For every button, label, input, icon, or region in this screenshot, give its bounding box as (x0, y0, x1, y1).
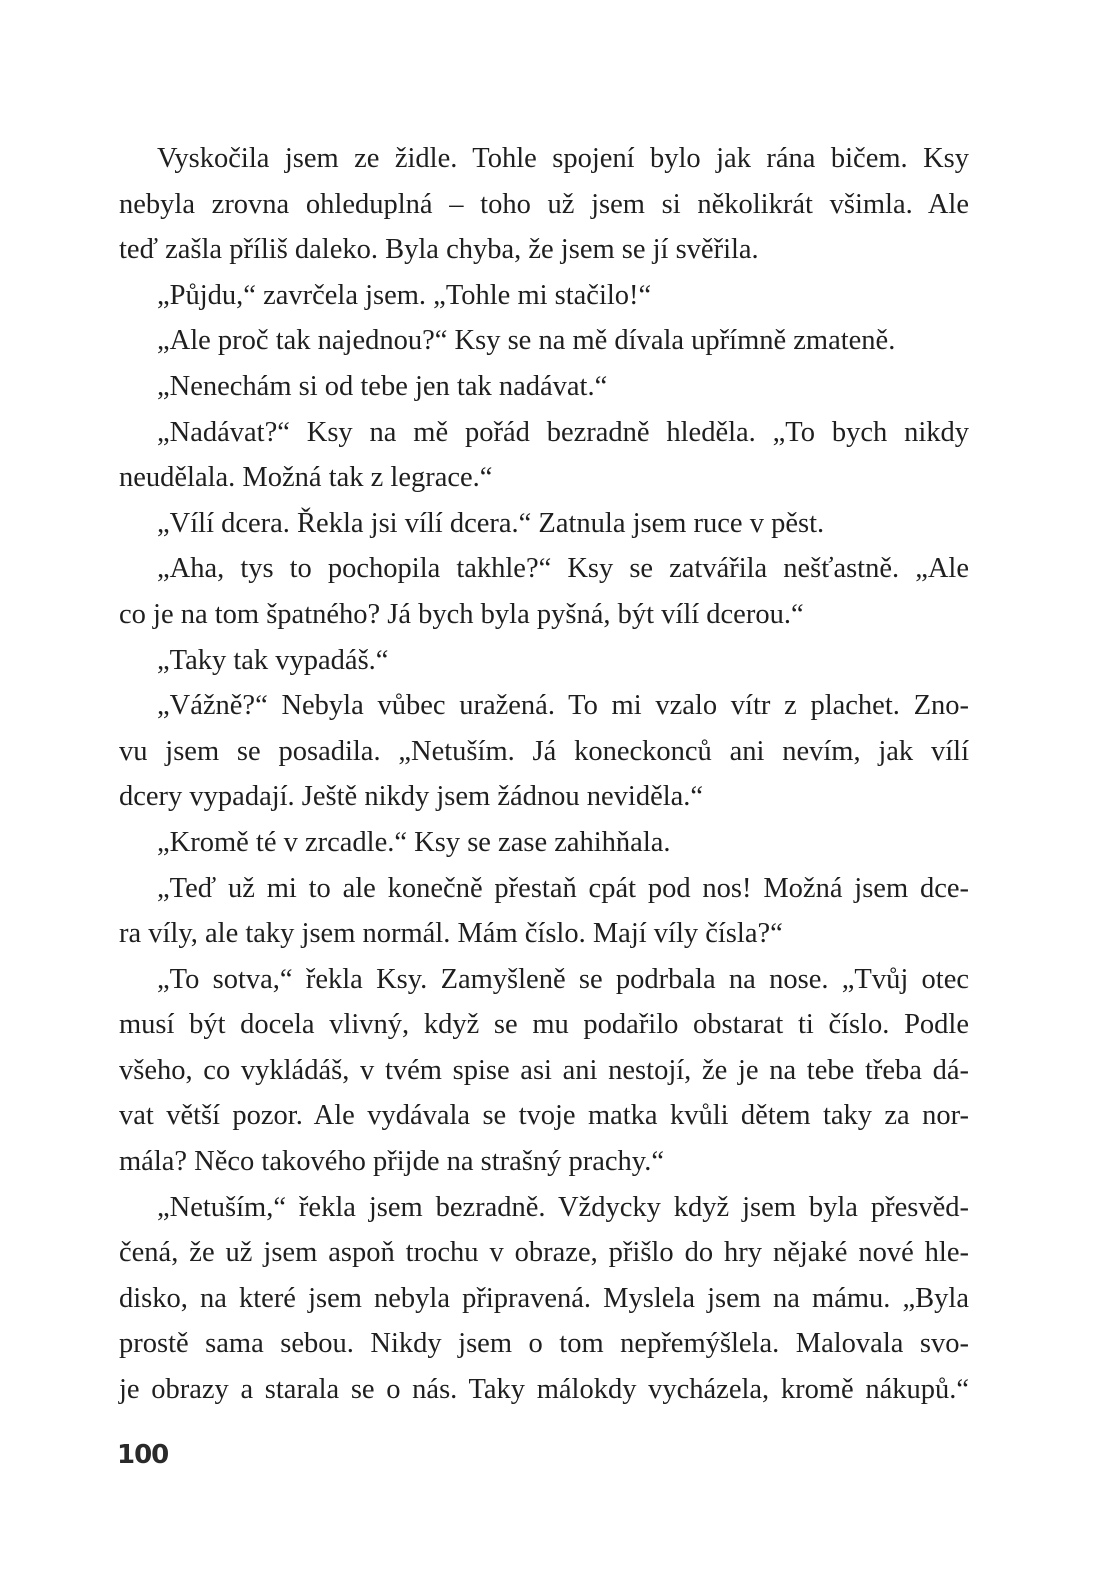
text-line: neudělala. Možná tak z legrace.“ (119, 462, 493, 494)
text-line: „Ale proč tak najednou?“ Ksy se na mě dívala upřímně zmateně. (157, 325, 896, 357)
text-line: ra víly, ale taky jsem normál. Mám číslo. Mají víly čísla?“ (119, 918, 783, 950)
text-line: je obrazy a starala se o nás. Taky málokdy vycházela, kromě nákupů.“ (119, 1374, 969, 1406)
text-line: „Kromě té v zrcadle.“ Ksy se zase zahihňala. (157, 826, 671, 858)
text-line: „Vážně?“ Nebyla vůbec uražená. To mi vzalo vítr z plachet. Zno- (157, 690, 969, 722)
text-line: teď zašla příliš daleko. Byla chyba, že jsem se jí svěřila. (119, 234, 759, 266)
text-line: co je na tom špatného? Já bych byla pyšná, být vílí dcerou.“ (119, 598, 804, 630)
text-line: nebyla zrovna ohleduplná – toho už jsem si několikrát všimla. Ale (119, 188, 969, 220)
text-line: mála? Něco takového přijde na strašný prachy.“ (119, 1146, 664, 1178)
text-line: „Aha, tys to pochopila takhle?“ Ksy se zatvářila nešťastně. „Ale (157, 553, 969, 585)
text-line: „Netuším,“ řekla jsem bezradně. Vždycky když jsem byla přesvěd- (157, 1191, 969, 1223)
text-line: „Vílí dcera. Řekla jsi vílí dcera.“ Zatnula jsem ruce v pěst. (157, 507, 825, 539)
text-line: „To sotva,“ řekla Ksy. Zamyšleně se podrbala na nose. „Tvůj otec (157, 963, 969, 995)
text-line: „Teď už mi to ale konečně přestaň cpát pod nos! Možná jsem dce- (157, 872, 969, 904)
text-line: vu jsem se posadila. „Netuším. Já koneckonců ani nevím, jak vílí (119, 735, 969, 767)
text-line: čená, že už jsem aspoň trochu v obraze, přišlo do hry nějaké nové hle- (119, 1237, 969, 1269)
text-line: „Nadávat?“ Ksy na mě pořád bezradně hleděla. „To bych nikdy (157, 416, 969, 448)
text-line: prostě sama sebou. Nikdy jsem o tom nepřemýšlela. Malovala svo- (119, 1328, 969, 1360)
body-text (119, 136, 969, 1413)
text-line: musí být docela vlivný, když se mu podařilo obstarat ti číslo. Podle (119, 1009, 969, 1041)
text-line: vat větší pozor. Ale vydávala se tvoje matka kvůli dětem taky za nor- (119, 1100, 969, 1132)
text-line: „Půjdu,“ zavrčela jsem. „Tohle mi stačilo!“ (157, 279, 652, 311)
text-line: dcery vypadají. Ještě nikdy jsem žádnou neviděla.“ (119, 781, 704, 813)
text-line: všeho, co vykládáš, v tvém spise asi ani nestojí, že je na tebe třeba dá- (119, 1054, 969, 1086)
page-number: 100 (117, 1440, 169, 1470)
text-line: Vyskočila jsem ze židle. Tohle spojení bylo jak rána bičem. Ksy (157, 143, 969, 174)
text-line: „Taky tak vypadáš.“ (157, 644, 389, 676)
text-line: disko, na které jsem nebyla připravená. Myslela jsem na mámu. „Byla (119, 1282, 969, 1314)
text-line: „Nenechám si od tebe jen tak nadávat.“ (157, 370, 608, 402)
